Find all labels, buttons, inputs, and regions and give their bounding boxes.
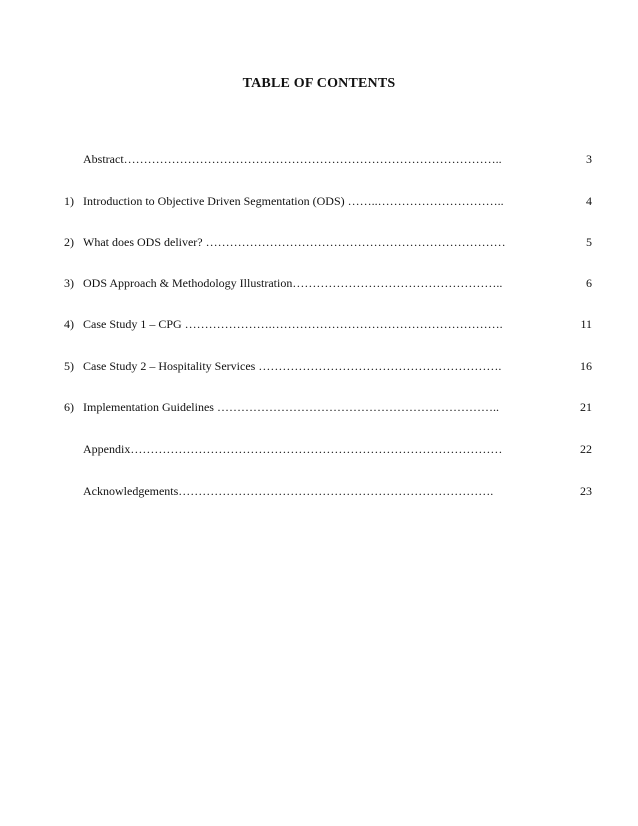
toc-entry-text: Introduction to Objective Driven Segmentation (ODS) ……..…………………………..	[83, 194, 504, 208]
toc-entry-case-study-2	[0, 357, 638, 375]
toc-entry-number: 3)	[64, 276, 74, 290]
toc-entry-text: Case Study 1 – CPG ………………….………………………………………………….	[83, 317, 503, 331]
toc-entry-acknowledgements	[0, 482, 638, 500]
toc-entry-text: Appendix…………………………………………………………………………………	[83, 442, 503, 456]
page-title: TABLE OF CONTENTS	[242, 76, 396, 91]
toc-entry-case-study-1	[0, 315, 638, 333]
toc-entry-page: 22	[580, 442, 592, 456]
toc-entry-introduction	[0, 192, 638, 210]
toc-entry-text: ODS Approach & Methodology Illustration……………………………………………..	[83, 276, 503, 290]
toc-entry-appendix	[0, 440, 638, 458]
toc-entry-number: 6)	[64, 400, 74, 414]
toc-entry-page: 5	[586, 235, 592, 249]
toc-entry-approach	[0, 274, 638, 292]
toc-entry-page: 11	[580, 317, 592, 331]
toc-entry-number: 4)	[64, 317, 74, 331]
toc-entry-page: 4	[586, 194, 592, 208]
toc-entry-number: 5)	[64, 359, 74, 373]
toc-entry-text: Case Study 2 – Hospitality Services …………………………………………………….	[83, 359, 502, 373]
toc-entry-page: 16	[580, 359, 592, 373]
toc-entry-abstract	[0, 150, 638, 168]
toc-entry-number: 2)	[64, 235, 74, 249]
toc-entry-page: 6	[586, 276, 592, 290]
toc-entry-implementation	[0, 398, 638, 416]
toc-entry-page: 3	[586, 152, 592, 166]
toc-entry-text: Acknowledgements…………………………………………………………………….	[83, 484, 494, 498]
toc-entry-text: Implementation Guidelines ……………………………………………………………..	[83, 400, 499, 414]
toc-entry-text: What does ODS deliver? …………………………………………………………………	[83, 235, 506, 249]
toc-entry-text: Abstract…………………………………………………………………………………..	[83, 152, 502, 166]
toc-entry-page: 21	[580, 400, 592, 414]
toc-entry-ods-deliver	[0, 233, 638, 251]
toc-entry-page: 23	[580, 484, 592, 498]
toc-entry-number: 1)	[64, 194, 74, 208]
